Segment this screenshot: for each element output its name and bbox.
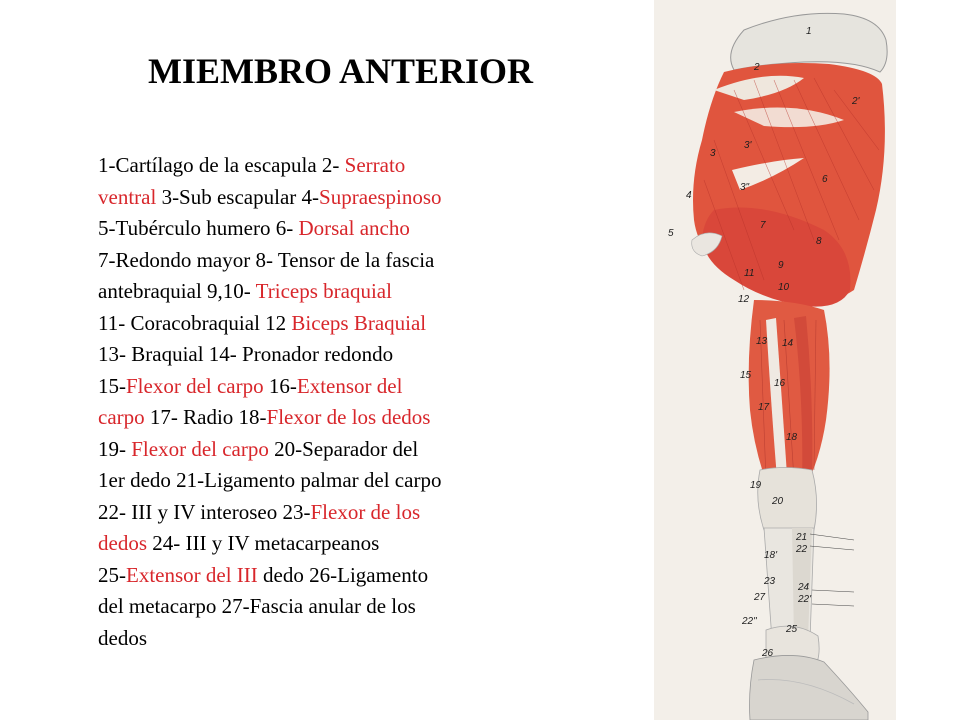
- legend-text: 19-: [98, 436, 132, 461]
- legend-muscle-name: Serrato: [344, 153, 406, 177]
- legend-muscle-name: Dorsal ancho: [298, 216, 410, 240]
- figure-label: 20: [772, 496, 784, 507]
- muscle-legend: [98, 150, 548, 654]
- legend-muscle-name: Flexor del carpo: [131, 436, 269, 461]
- figure-label: 23: [764, 576, 776, 587]
- legend-line: [98, 402, 548, 434]
- legend-line: [98, 182, 548, 214]
- legend-line: [98, 213, 548, 245]
- figure-label: 26: [762, 648, 774, 659]
- legend-muscle-name: Triceps braquial: [255, 279, 392, 303]
- legend-line: [98, 150, 548, 182]
- figure-label: 5: [668, 228, 674, 239]
- legend-muscle-name: Extensor del: [296, 373, 403, 398]
- figure-label: 22": [742, 616, 757, 627]
- legend-line: [98, 591, 548, 623]
- legend-text: 15-: [98, 373, 126, 398]
- figure-label: 11: [744, 268, 755, 279]
- legend-muscle-name: carpo: [98, 405, 145, 429]
- figure-label: 4: [686, 190, 692, 201]
- legend-line: [98, 465, 548, 497]
- legend-text: 24- III y IV metacarpeanos: [147, 531, 380, 555]
- legend-text: antebraquial 9,10-: [98, 279, 256, 303]
- figure-label: 3': [744, 140, 752, 151]
- figure-label: 25: [786, 624, 798, 635]
- legend-text: 1-Cartílago de la escapula 2-: [98, 153, 345, 177]
- legend-text: 11- Coracobraquial 12: [98, 310, 292, 335]
- legend-text: dedo 26-Ligamento: [257, 562, 429, 587]
- legend-line: [98, 308, 548, 340]
- figure-label: 3": [740, 182, 750, 193]
- legend-text: 22- III y IV interoseo 23-: [98, 499, 311, 524]
- legend-line: [98, 497, 548, 529]
- figure-label: 3: [710, 148, 716, 159]
- figure-label: 1: [806, 26, 812, 37]
- legend-text: 1er dedo 21-Ligamento palmar del carpo: [98, 468, 442, 492]
- legend-text: 13- Braquial 14- Pronador redondo: [98, 342, 394, 366]
- legend-text: 17- Radio 18-: [144, 405, 267, 429]
- legend-line: [98, 276, 548, 308]
- legend-muscle-name: Supraespinoso: [319, 184, 442, 209]
- figure-label: 2': [852, 96, 860, 107]
- forelimb-drawing: [654, 0, 896, 720]
- figure-label: 16: [774, 378, 786, 389]
- legend-text: 16-: [263, 373, 297, 398]
- legend-text: del metacarpo 27-Fascia anular de los: [98, 594, 416, 618]
- figure-label: 14: [782, 338, 794, 349]
- legend-line: [98, 245, 548, 277]
- figure-label: 18: [786, 432, 798, 443]
- legend-line: [98, 371, 548, 403]
- legend-muscle-name: Flexor del carpo: [126, 373, 264, 398]
- legend-muscle-name: dedos: [98, 531, 147, 555]
- legend-text: 25-: [98, 562, 126, 587]
- figure-label: 24: [798, 582, 810, 593]
- figure-label: 2: [754, 62, 760, 73]
- figure-label: 13: [756, 336, 768, 347]
- figure-label: 27: [754, 592, 766, 603]
- legend-line: [98, 434, 548, 466]
- page-title: MIEMBRO ANTERIOR: [148, 51, 534, 91]
- figure-label: 15: [740, 370, 752, 381]
- figure-label: 22': [798, 594, 812, 605]
- legend-line: [98, 623, 548, 655]
- legend-text: 20-Separador del: [268, 436, 419, 461]
- legend-line: [98, 560, 548, 592]
- legend-text: 7-Redondo mayor 8- Tensor de la fascia: [98, 247, 435, 272]
- figure-label: 7: [760, 220, 766, 231]
- legend-muscle-name: Biceps Braquial: [291, 310, 427, 335]
- figure-label: 9: [778, 260, 784, 271]
- legend-muscle-name: Extensor del III: [126, 562, 258, 587]
- legend-text: 3-Sub escapular 4-: [156, 184, 320, 209]
- legend-line: [98, 339, 548, 371]
- forelimb-anatomy-illustration: [654, 0, 896, 720]
- figure-label: 17: [758, 402, 770, 413]
- figure-label: 12: [738, 294, 750, 305]
- legend-text: dedos: [98, 625, 147, 650]
- legend-muscle-name: Flexor de los dedos: [266, 405, 431, 429]
- legend-line: [98, 528, 548, 560]
- legend-muscle-name: Flexor de los: [310, 499, 421, 524]
- legend-muscle-name: ventral: [98, 184, 157, 209]
- figure-label: 10: [778, 282, 790, 293]
- figure-label: 6: [822, 174, 828, 185]
- figure-label: 21: [796, 532, 808, 543]
- figure-label: 19: [750, 480, 762, 491]
- figure-label: 18': [764, 550, 778, 561]
- figure-label: 8: [816, 236, 822, 247]
- legend-text: 5-Tubérculo humero 6-: [98, 216, 299, 240]
- figure-label: 22: [796, 544, 808, 555]
